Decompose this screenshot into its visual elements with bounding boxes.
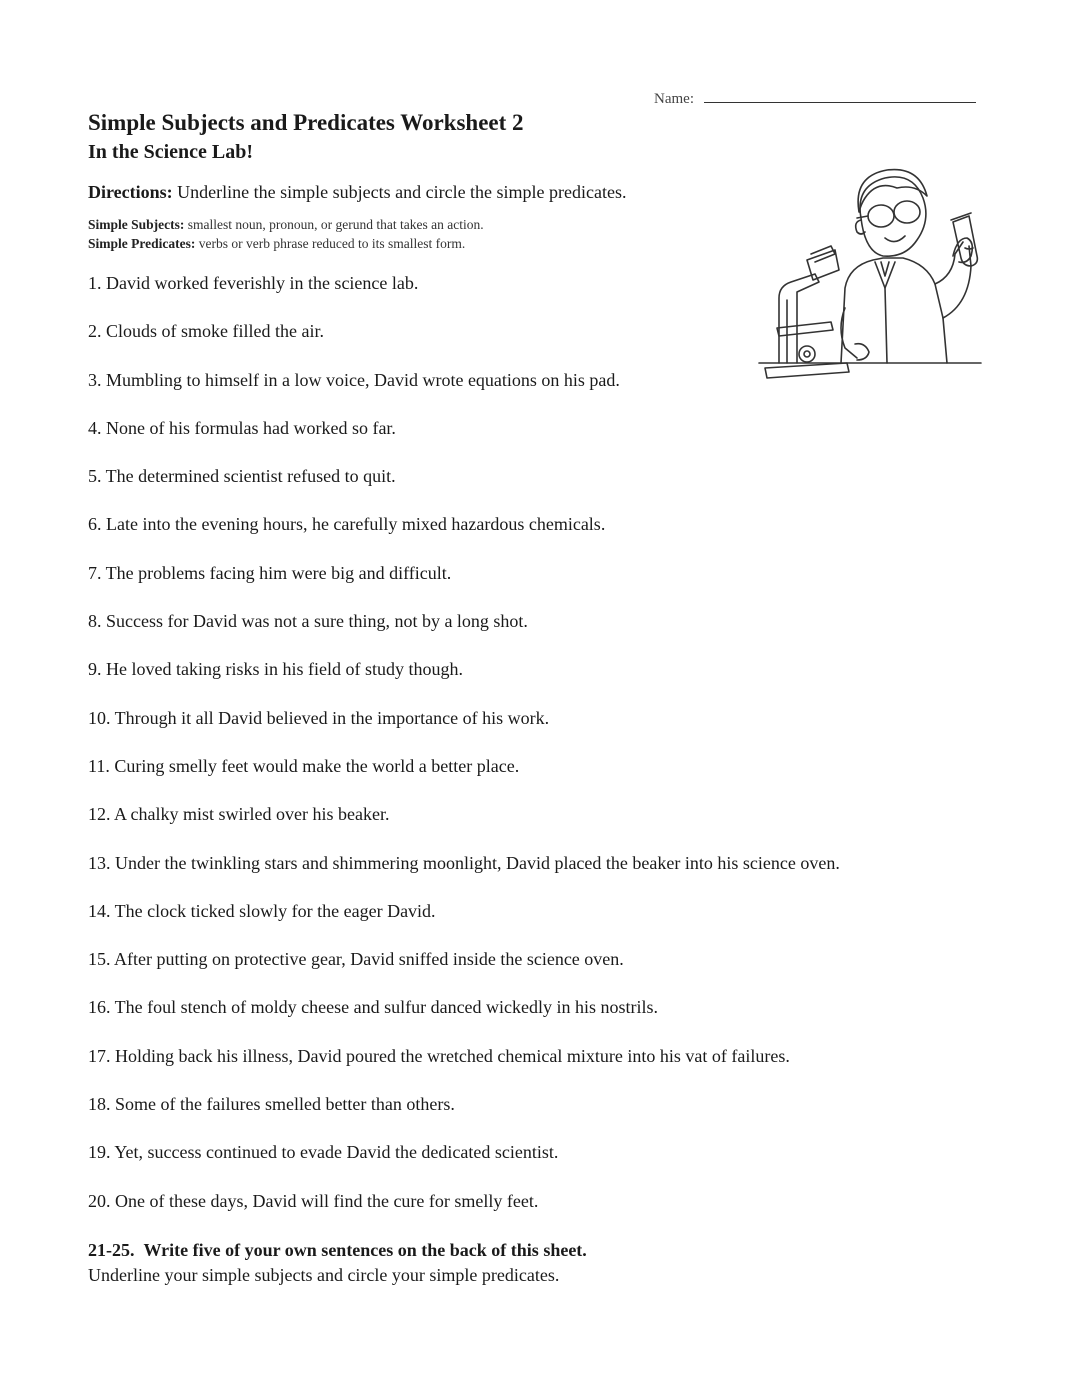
question-item: 9. He loved taking risks in his field of study though. — [88, 659, 463, 680]
question-item: 1. David worked feverishly in the science lab. — [88, 273, 419, 293]
final-task-line-2: Underline your simple subjects and circle your simple predicates. — [88, 1265, 560, 1285]
question-item: 19. Yet, success continued to evade David the dedicated scientist. — [88, 1142, 559, 1163]
question-item: 11. Curing smelly feet would make the world a better place. — [88, 755, 520, 776]
question-item: 5. The determined scientist refused to quit. — [88, 466, 396, 487]
directions — [88, 182, 627, 203]
final-task-line-1 — [88, 1238, 587, 1263]
question-item: 6. Late into the evening hours, he carefully mixed hazardous chemicals. — [88, 514, 606, 535]
question-item: 4. None of his formulas had worked so far. — [88, 417, 396, 438]
directions-text: Underline the simple subjects and circle the simple predicates. — [177, 182, 627, 202]
question-item: 14. The clock ticked slowly for the eager David. — [88, 900, 436, 921]
subjects-label: Simple Subjects: — [88, 217, 185, 232]
predicates-definition — [88, 234, 484, 253]
question-item: 20. One of these days, David will find the cure for smelly feet. — [88, 1190, 539, 1211]
subjects-definition — [88, 215, 484, 234]
predicates-text: verbs or verb phrase reduced to its smallest form. — [198, 236, 466, 251]
definitions — [88, 215, 484, 253]
question-list — [88, 270, 840, 1236]
predicates-label: Simple Predicates: — [88, 236, 196, 251]
name-label: Name: — [654, 91, 694, 107]
question-item: 16. The foul stench of moldy cheese and sulfur danced wickedly in his nostrils. — [88, 997, 659, 1018]
final-task-instruction: Write five of your own sentences on the back of this sheet. — [143, 1240, 587, 1260]
name-blank-line[interactable] — [704, 90, 976, 103]
question-item: 12. A chalky mist swirled over his beaker. — [88, 804, 390, 825]
name-field — [654, 90, 976, 108]
worksheet-title: Simple Subjects and Predicates Worksheet 2 — [88, 110, 524, 135]
question-item: 2. Clouds of smoke filled the air. — [88, 321, 324, 342]
question-item: 15. After putting on protective gear, David sniffed inside the science oven. — [88, 949, 624, 970]
question-item: 18. Some of the failures smelled better than others. — [88, 1094, 455, 1115]
question-item: 3. Mumbling to himself in a low voice, David wrote equations on his pad. — [88, 369, 620, 390]
final-task — [88, 1238, 587, 1288]
question-item: 8. Success for David was not a sure thing, not by a long shot. — [88, 611, 528, 632]
subjects-text: smallest noun, pronoun, or gerund that takes an action. — [187, 217, 484, 232]
question-item: 17. Holding back his illness, David poured the wretched chemical mixture into his vat of failures. — [88, 1045, 790, 1066]
final-task-number: 21-25. — [88, 1240, 135, 1260]
worksheet-subtitle: In the Science Lab! — [88, 141, 253, 163]
question-item: 7. The problems facing him were big and difficult. — [88, 562, 452, 583]
directions-label: Directions: — [88, 182, 173, 202]
question-item: 13. Under the twinkling stars and shimmering moonlight, David placed the beaker into his science oven. — [88, 852, 840, 873]
question-item: 10. Through it all David believed in the importance of his work. — [88, 707, 550, 728]
